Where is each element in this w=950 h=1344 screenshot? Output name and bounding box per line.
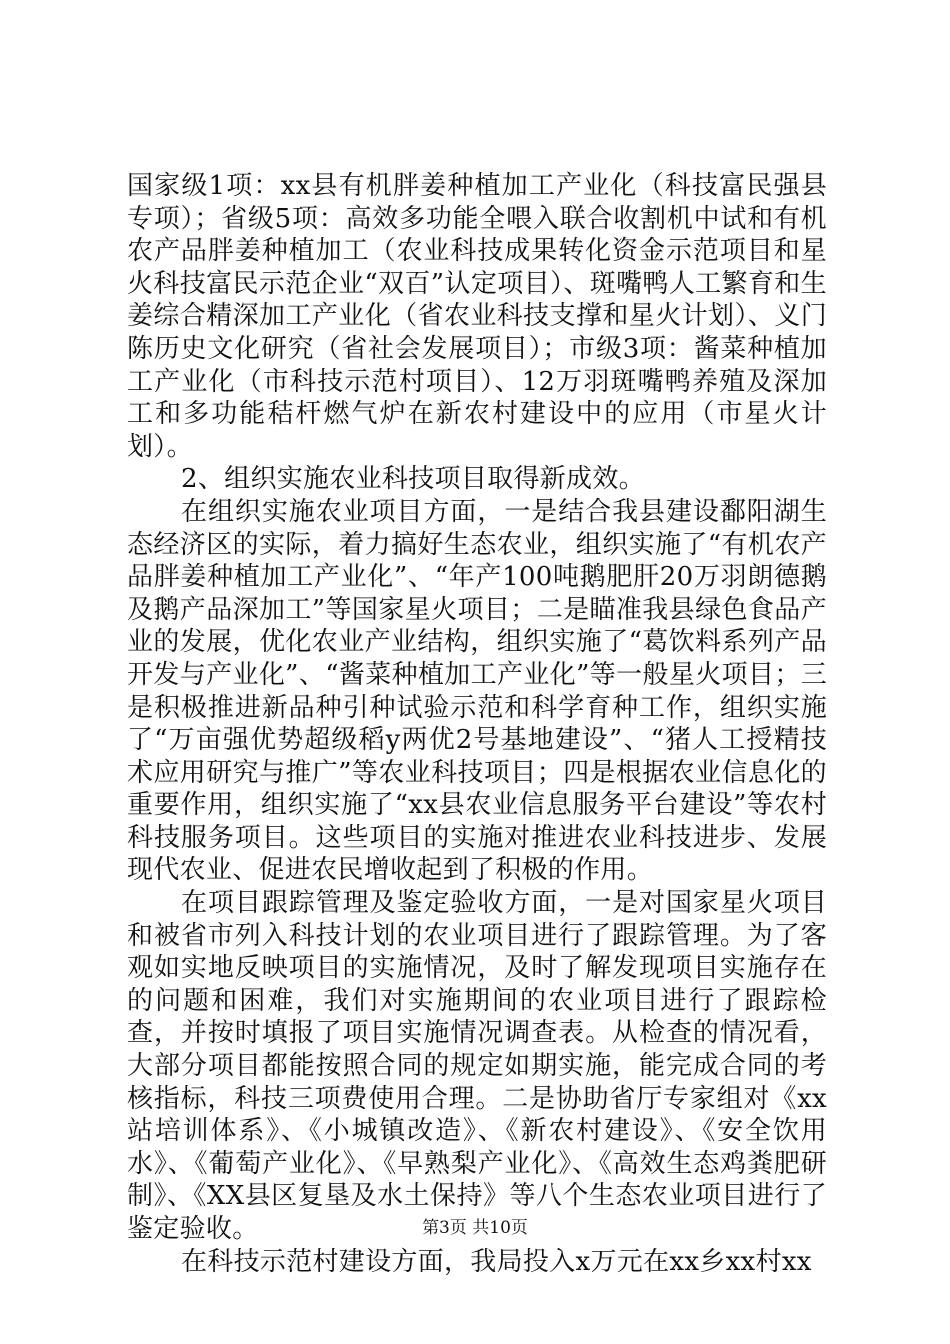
paragraph-tracking-acceptance: 在项目跟踪管理及鉴定验收方面，一是对国家星火项目和被省市列入科技计划的农业项目进行了跟踪管理。为了客观如实地反映项目的实施情况，及时了解发现项目实施存在的问题和困难，我们对实施期间的农业项目进行了跟踪检查，并按时填报了项目实施情况调查表。从检查的情况看，大部分项目都能按照合同的规定如期实施，能完成合同的考核指标，科技三项费使用合理。二是协助省厅专家组对《xx站培训体系》、《小城镇改造》、《新农村建设》、《安全饮用水》、《葡萄产业化》、《早熟梨产业化》、《高效生态鸡粪肥研制》、《XX县区复垦及水土保持》等八个生态农业项目进行了鉴定验收。 xyxy=(127,888,827,1244)
page-footer: 第3页 共10页 xyxy=(422,1218,528,1238)
paragraph-demo-village: 在科技示范村建设方面，我局投入x万元在xx乡xx村xx xyxy=(181,1246,812,1277)
paragraph-implementation: 在组织实施农业项目方面，一是结合我县建设鄱阳湖生态经济区的实际，着力搞好生态农业，组织实施了“有机农产品胖姜种植加工产业化”、“年产100吨鹅肥肝20万羽朗德鹅及鹅产品深加工”等国家星火项目；二是瞄准我县绿色食品产业的发展，优化农业产业结构，组织实施了“葛饮料系列产品开发与产业化”、“酱菜种植加工产业化”等一般星火项目；三是积极推进新品种引种试验示范和科学育种工作，组织实施了“万亩强优势超级稻y两优2号基地建设”、“猪人工授精技术应用研究与推广”等农业科技项目；四是根据农业信息化的重要作用，组织实施了“xx县农业信息服务平台建设”等农村科技服务项目。这些项目的实施对推进农业科技进步、发展现代农业、促进农民增收起到了积极的作用。 xyxy=(127,496,827,886)
document-body xyxy=(127,170,827,1278)
section-heading: 2、组织实施农业科技项目取得新成效。 xyxy=(181,464,645,495)
paragraph-project-list: 国家级1项：xx县有机胖姜种植加工产业化（科技富民强县专项）；省级5项：高效多功能全喂入联合收割机中试和有机农产品胖姜种植加工（农业科技成果转化资金示范项目和星火科技富民示范企业“双百”认定项目）、斑嘴鸭人工繁育和生姜综合精深加工产业化（省农业科技支撑和星火计划）、义门陈历史文化研究（省社会发展项目）；市级3项：酱菜种植加工产业化（市科技示范村项目）、12万羽斑嘴鸭养殖及深加工和多功能秸杆燃气炉在新农村建设中的应用（市星火计划）。 xyxy=(127,171,827,462)
